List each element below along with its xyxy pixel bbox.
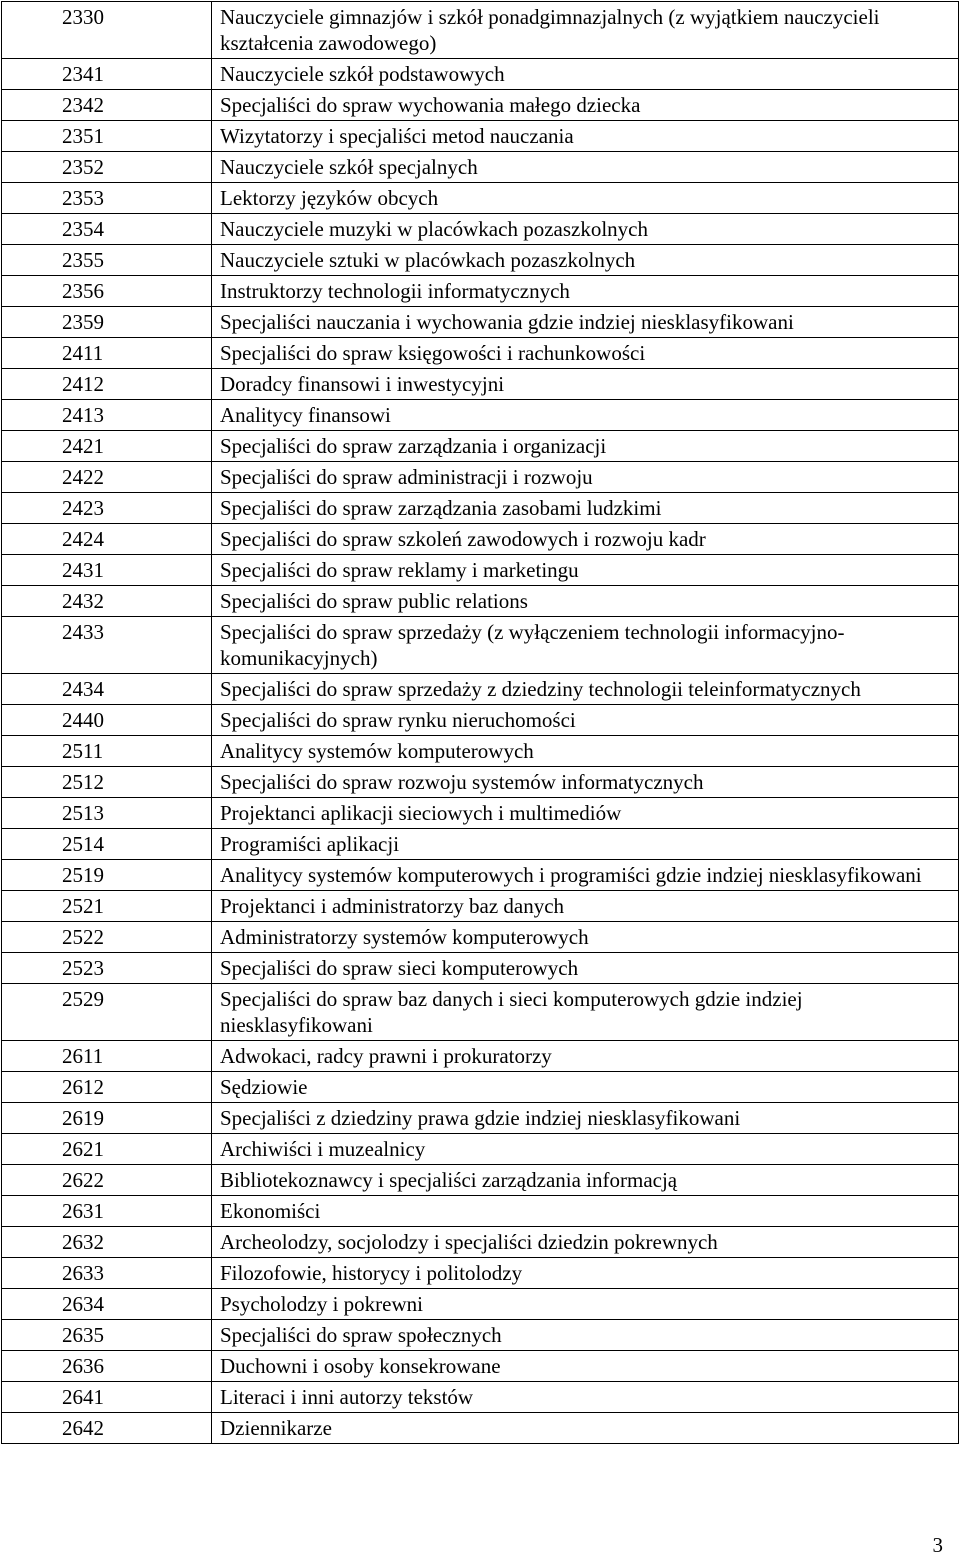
occupation-name: Sędziowie (212, 1072, 959, 1103)
table-row (2, 1072, 959, 1103)
occupation-code: 2521 (2, 891, 212, 922)
occupation-code: 2342 (2, 90, 212, 121)
table-row (2, 891, 959, 922)
table-row (2, 214, 959, 245)
occupation-name: Nauczyciele sztuki w placówkach pozaszkolnych (212, 245, 959, 276)
occupation-code: 2433 (2, 617, 212, 674)
table-row (2, 59, 959, 90)
occupation-code: 2423 (2, 493, 212, 524)
table-row (2, 431, 959, 462)
occupation-name: Nauczyciele szkół podstawowych (212, 59, 959, 90)
occupation-name: Duchowni i osoby konsekrowane (212, 1351, 959, 1382)
occupation-code: 2612 (2, 1072, 212, 1103)
occupation-code: 2431 (2, 555, 212, 586)
occupation-name: Specjaliści do spraw szkoleń zawodowych i rozwoju kadr (212, 524, 959, 555)
occupation-name: Specjaliści do spraw sprzedaży (z wyłączeniem technologii informacyjno-komunikacyjnych) (212, 617, 959, 674)
table-row (2, 1227, 959, 1258)
occupation-code: 2622 (2, 1165, 212, 1196)
table-row (2, 90, 959, 121)
occupation-code: 2641 (2, 1382, 212, 1413)
occupation-name: Specjaliści do spraw administracji i rozwoju (212, 462, 959, 493)
occupation-code: 2513 (2, 798, 212, 829)
occupation-code: 2529 (2, 984, 212, 1041)
occupation-code: 2359 (2, 307, 212, 338)
occupation-name: Literaci i inni autorzy tekstów (212, 1382, 959, 1413)
table-row (2, 674, 959, 705)
occupation-code: 2642 (2, 1413, 212, 1444)
occupation-code: 2432 (2, 586, 212, 617)
occupation-name: Nauczyciele muzyki w placówkach pozaszkolnych (212, 214, 959, 245)
occupation-code: 2635 (2, 1320, 212, 1351)
page-number: 3 (932, 1533, 943, 1557)
occupation-name: Analitycy finansowi (212, 400, 959, 431)
occupation-code: 2356 (2, 276, 212, 307)
table-row (2, 1382, 959, 1413)
table-row (2, 2, 959, 59)
table-row (2, 462, 959, 493)
occupation-code: 2424 (2, 524, 212, 555)
occupation-name: Specjaliści do spraw sieci komputerowych (212, 953, 959, 984)
table-body (2, 2, 959, 1444)
table-row (2, 493, 959, 524)
occupation-code: 2523 (2, 953, 212, 984)
table-row (2, 617, 959, 674)
table-row (2, 152, 959, 183)
occupation-name: Specjaliści do spraw zarządzania i organizacji (212, 431, 959, 462)
occupation-name: Specjaliści do spraw zarządzania zasobami ludzkimi (212, 493, 959, 524)
occupation-name: Projektanci aplikacji sieciowych i multimediów (212, 798, 959, 829)
occupation-name: Wizytatorzy i specjaliści metod nauczania (212, 121, 959, 152)
occupation-code: 2413 (2, 400, 212, 431)
occupation-name: Bibliotekoznawcy i specjaliści zarządzania informacją (212, 1165, 959, 1196)
table-row (2, 705, 959, 736)
occupation-name: Analitycy systemów komputerowych i programiści gdzie indziej niesklasyfikowani (212, 860, 959, 891)
occupation-code: 2519 (2, 860, 212, 891)
occupation-code: 2351 (2, 121, 212, 152)
occupation-code: 2636 (2, 1351, 212, 1382)
table-row (2, 1258, 959, 1289)
occupation-code: 2632 (2, 1227, 212, 1258)
occupation-code: 2422 (2, 462, 212, 493)
occupation-code: 2522 (2, 922, 212, 953)
occupation-name: Filozofowie, historycy i politolodzy (212, 1258, 959, 1289)
occupation-code: 2631 (2, 1196, 212, 1227)
table-row (2, 1134, 959, 1165)
occupation-name: Specjaliści do spraw reklamy i marketingu (212, 555, 959, 586)
occupation-name: Ekonomiści (212, 1196, 959, 1227)
occupation-name: Analitycy systemów komputerowych (212, 736, 959, 767)
occupation-name: Specjaliści do spraw rynku nieruchomości (212, 705, 959, 736)
occupation-name: Adwokaci, radcy prawni i prokuratorzy (212, 1041, 959, 1072)
occupation-name: Administratorzy systemów komputerowych (212, 922, 959, 953)
table-row (2, 1041, 959, 1072)
occupation-name: Specjaliści do spraw społecznych (212, 1320, 959, 1351)
occupation-code: 2352 (2, 152, 212, 183)
table-row (2, 1320, 959, 1351)
occupation-name: Lektorzy języków obcych (212, 183, 959, 214)
table-row (2, 953, 959, 984)
table-row (2, 555, 959, 586)
occupation-name: Specjaliści do spraw księgowości i rachunkowości (212, 338, 959, 369)
table-row (2, 183, 959, 214)
occupation-name: Specjaliści nauczania i wychowania gdzie indziej niesklasyfikowani (212, 307, 959, 338)
occupation-code: 2611 (2, 1041, 212, 1072)
occupation-name: Specjaliści do spraw sprzedaży z dziedziny technologii teleinformatycznych (212, 674, 959, 705)
table-row (2, 369, 959, 400)
occupation-name: Nauczyciele szkół specjalnych (212, 152, 959, 183)
occupation-table (1, 1, 959, 1444)
table-row (2, 829, 959, 860)
occupation-code: 2354 (2, 214, 212, 245)
occupation-code: 2511 (2, 736, 212, 767)
occupation-code: 2512 (2, 767, 212, 798)
table-row (2, 860, 959, 891)
occupation-code: 2330 (2, 2, 212, 59)
occupation-name: Specjaliści do spraw baz danych i sieci komputerowych gdzie indziej niesklasyfikowani (212, 984, 959, 1041)
occupation-name: Programiści aplikacji (212, 829, 959, 860)
occupation-code: 2434 (2, 674, 212, 705)
table-row (2, 400, 959, 431)
occupation-code: 2341 (2, 59, 212, 90)
occupation-name: Archiwiści i muzealnicy (212, 1134, 959, 1165)
occupation-code: 2412 (2, 369, 212, 400)
occupation-code: 2355 (2, 245, 212, 276)
table-row (2, 1196, 959, 1227)
table-row (2, 245, 959, 276)
occupation-name: Specjaliści do spraw wychowania małego dziecka (212, 90, 959, 121)
table-row (2, 798, 959, 829)
table-row (2, 524, 959, 555)
occupation-name: Specjaliści do spraw rozwoju systemów informatycznych (212, 767, 959, 798)
occupation-name: Specjaliści z dziedziny prawa gdzie indziej niesklasyfikowani (212, 1103, 959, 1134)
occupation-name: Instruktorzy technologii informatycznych (212, 276, 959, 307)
occupation-name: Specjaliści do spraw public relations (212, 586, 959, 617)
occupation-name: Archeolodzy, socjolodzy i specjaliści dziedzin pokrewnych (212, 1227, 959, 1258)
occupation-name: Dziennikarze (212, 1413, 959, 1444)
table-row (2, 121, 959, 152)
occupation-code: 2440 (2, 705, 212, 736)
table-row (2, 984, 959, 1041)
occupation-code: 2353 (2, 183, 212, 214)
occupation-code: 2634 (2, 1289, 212, 1320)
occupation-name: Doradcy finansowi i inwestycyjni (212, 369, 959, 400)
occupation-code: 2633 (2, 1258, 212, 1289)
table-row (2, 736, 959, 767)
table-row (2, 338, 959, 369)
table-row (2, 1351, 959, 1382)
occupation-name: Projektanci i administratorzy baz danych (212, 891, 959, 922)
occupation-code: 2621 (2, 1134, 212, 1165)
table-row (2, 1103, 959, 1134)
table-row (2, 767, 959, 798)
occupation-code: 2421 (2, 431, 212, 462)
table-row (2, 1165, 959, 1196)
occupation-name: Psycholodzy i pokrewni (212, 1289, 959, 1320)
table-row (2, 586, 959, 617)
table-row (2, 276, 959, 307)
occupation-code: 2514 (2, 829, 212, 860)
occupation-name: Nauczyciele gimnazjów i szkół ponadgimnazjalnych (z wyjątkiem nauczycieli kształcenia zawodowego) (212, 2, 959, 59)
table-row (2, 922, 959, 953)
occupation-code: 2411 (2, 338, 212, 369)
occupation-code: 2619 (2, 1103, 212, 1134)
table-row (2, 307, 959, 338)
table-row (2, 1289, 959, 1320)
table-row (2, 1413, 959, 1444)
